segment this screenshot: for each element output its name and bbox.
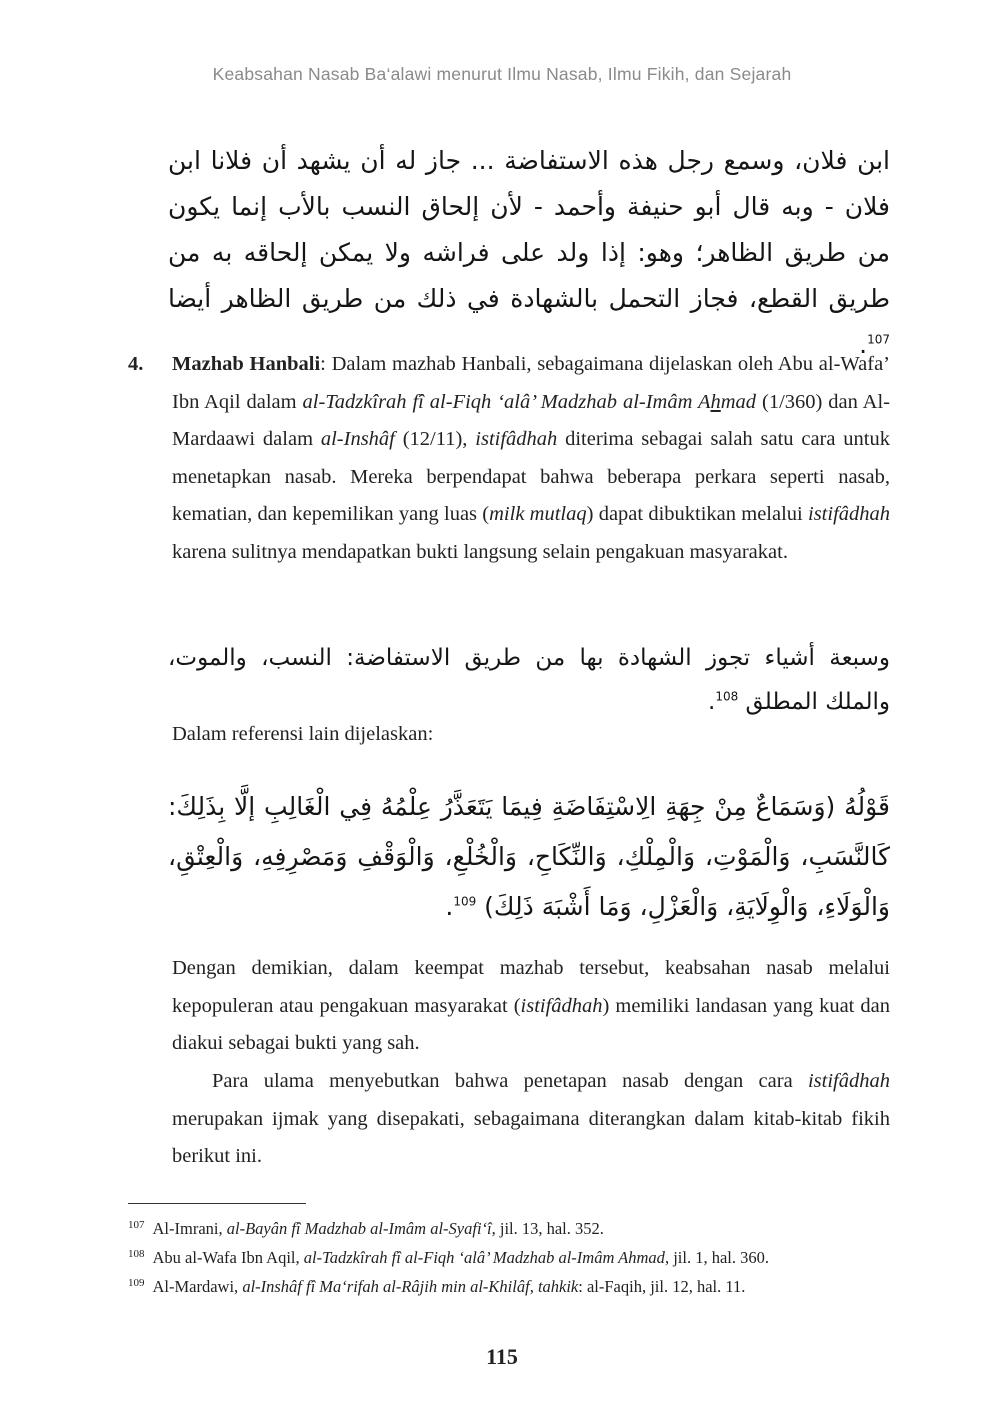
footnote-ref-109: 109 (453, 894, 477, 909)
footnote-108: $^{108}$ Abu al-Wafa Ibn Aqil, al-Tadzkîrah fî al-Fiqh ‘alâ’ Madzhab al-Imâm Ahmad, jil. 1, hal. 360. (128, 1247, 769, 1267)
conclusion-paragraph: Dengan demikian, dalam keempat mazhab tersebut, keabsahan nasab melalui kepopuleran atau pengakuan masyarakat (istifâdhah) memiliki landasan yang kuat dan diakui sebagai bukti yang sah. (172, 957, 890, 1054)
footnote-ref-108: 108 (715, 689, 739, 704)
list-number: 4. (128, 353, 144, 375)
footnote-107: $^{107}$ Al-Imrani, al-Bayân fî Madzhab al-Imâm al-Syafi‘î, jil. 13, hal. 352. (128, 1218, 604, 1238)
footnote-ref-107: 107 (867, 332, 890, 347)
footnotes (128, 1214, 908, 1301)
arabic-quote-2-text: وسبعة أشياء تجوز الشهادة بها من طريق الاستفاضة: النسب، والموت، والملك المطلق (168, 645, 890, 715)
arabic-quote-2: وسبعة أشياء تجوز الشهادة بها من طريق الاستفاضة: النسب، والموت، والملك المطلق $^{108}$. (168, 645, 890, 715)
list-item-4 (128, 346, 890, 571)
running-header: Keabsahan Nasab Ba‘alawi menurut Ilmu Nasab, Ilmu Fikih, dan Sejarah (212, 64, 792, 84)
arabic-quote-3: قَوْلُهُ (وَسَمَاعٌ مِنْ جِهَةِ الِاسْتِفَاضَةِ فِيمَا يَتَعَذَّرُ عِلْمُهُ فِي الْغَالِبِ إلَّا بِذَلِكَ: كَالنَّسَبِ، وَالْمَوْتِ، وَالْمِلْكِ، وَالنِّكَاحِ، وَالْخُلْعِ، وَالْوَقْفِ وَمَصْرِفِهِ، وَالْعِتْقِ، وَالْوَلَاءِ، وَالْوِلَايَةِ، وَالْعَزْلِ، وَمَا أَشْبَهَ ذَلِكَ) $^{109}$. (168, 792, 890, 921)
footnote-divider (128, 1203, 306, 1204)
arabic-quote-3-text: قَوْلُهُ (وَسَمَاعٌ مِنْ جِهَةِ الِاسْتِفَاضَةِ فِيمَا يَتَعَذَّرُ عِلْمُهُ فِي الْغَالِبِ إلَّا بِذَلِكَ: كَالنَّسَبِ، وَالْمَوْتِ، وَالْمِلْكِ، وَالنِّكَاحِ، وَالْخُلْعِ، وَالْوَقْفِ وَمَصْرِفِهِ، وَالْعِتْقِ، وَالْوَلَاءِ، وَالْوِلَايَةِ، وَالْعَزْلِ، وَمَا أَشْبَهَ ذَلِكَ) (168, 792, 890, 921)
mazhab-title: Mazhab Hanbali (172, 353, 321, 375)
footnote-109: $^{109}$ Al-Mardawi, al-Inshâf fî Ma‘rifah al-Râjih min al-Khilâf, tahkik: al-Faqih, jil. 12, hal. 11. (128, 1276, 746, 1296)
ulama-paragraph: Para ulama menyebutkan bahwa penetapan nasab dengan cara istifâdhah merupakan ijmak yang disepakati, sebagaimana diterangkan dalam kitab-kitab fikih berikut ini. (172, 1070, 890, 1167)
page-number: 115 (486, 1344, 518, 1369)
reference-intro: Dalam referensi lain dijelaskan: (172, 723, 434, 745)
list-item-body: Mazhab Hanbali: Dalam mazhab Hanbali, sebagaimana dijelaskan oleh Abu al-Wafa’ Ibn Aqil dalam al-Tadzkîrah fî al-Fiqh ‘alâ’ Madzhab al-Imâm Ahmad (1/360) dan Al-Mardaawi dalam al-Inshâf (12/11), istifâdhah diterima sebagai salah satu cara untuk menetapkan nasab. Mereka berpendapat bahwa beberapa perkara seperti nasab, kematian, dan kepemilikan yang luas (milk mutlaq) dapat dibuktikan melalui istifâdhah karena sulitnya mendapatkan bukti langsung selain pengakuan masyarakat. (172, 353, 891, 563)
arabic-quote-1-text: ابن فلان، وسمع رجل هذه الاستفاضة ... جاز له أن يشهد أن فلانا ابن فلان - وبه قال أبو حنيفة وأحمد - لأن إلحاق النسب بالأب إنما يكون من طريق الظاهر؛ وهو: إذا ولد على فراشه ولا يمكن إلحاقه به من طريق القطع، فجاز التحمل بالشهادة في ذلك من طريق الظاهر أيضا (168, 146, 890, 313)
arabic-quote-1: ابن فلان، وسمع رجل هذه الاستفاضة ... جاز له أن يشهد أن فلانا ابن فلان - وبه قال أبو حنيفة وأحمد - لأن إلحاق النسب بالأب إنما يكون من طريق الظاهر؛ وهو: إذا ولد على فراشه ولا يمكن إلحاقه به من طريق القطع، فجاز التحمل بالشهادة في ذلك من طريق الظاهر أيضا $^{107}$. (168, 146, 890, 359)
